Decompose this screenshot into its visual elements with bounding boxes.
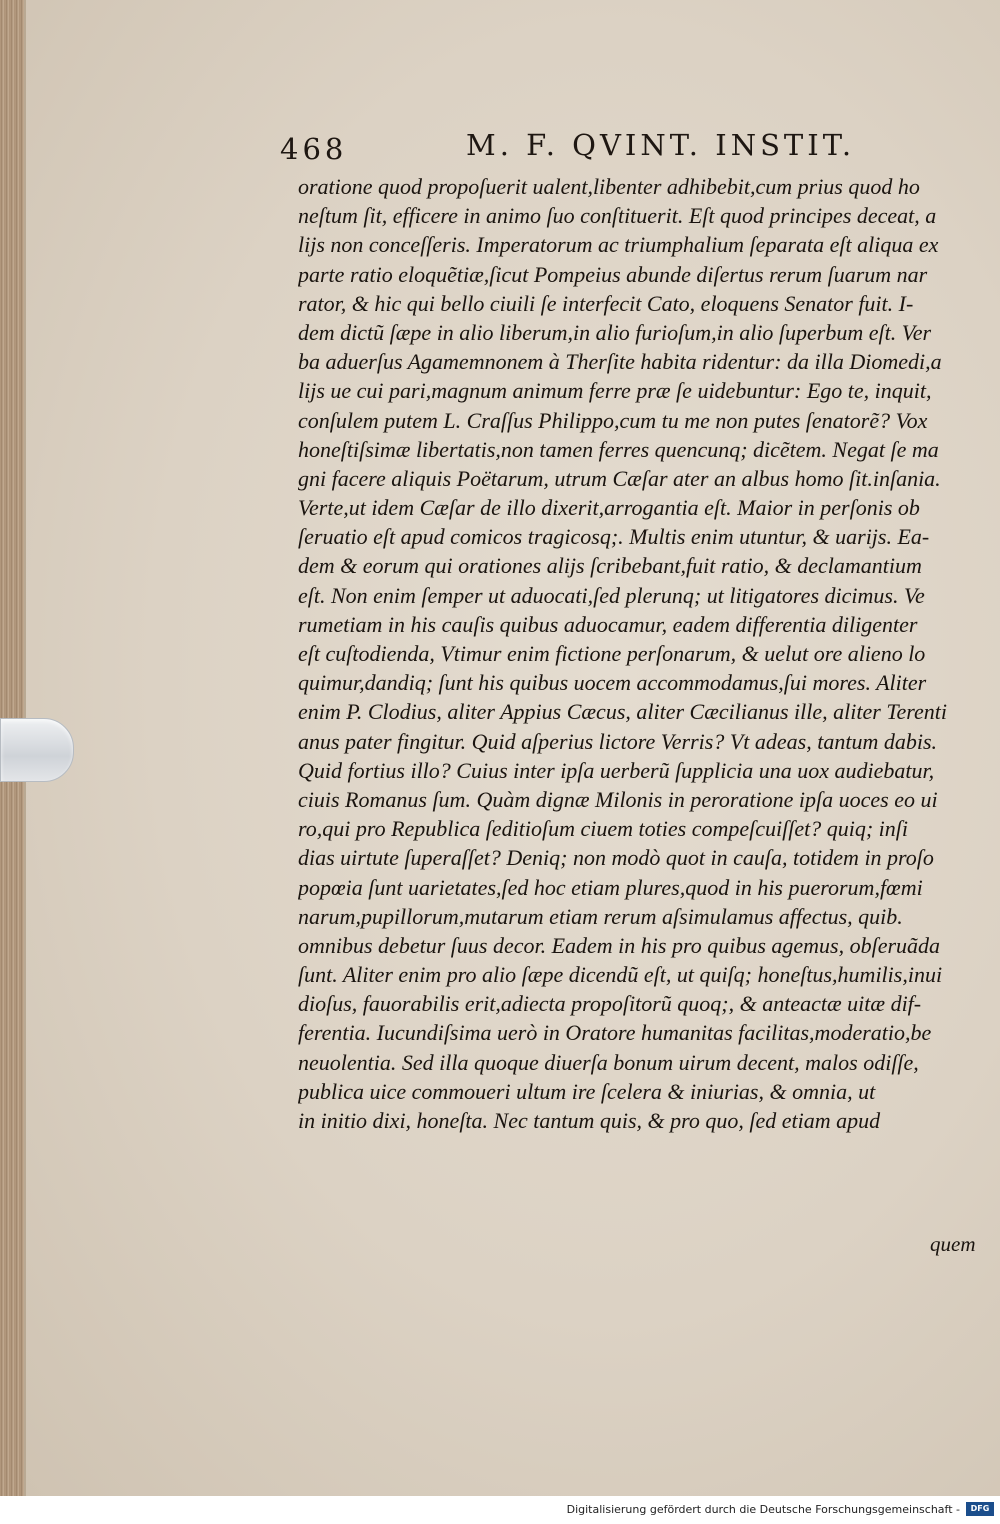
page-header [270, 128, 870, 168]
text-line: eſt cuſtodienda, Vtimur enim fictione perſonarum, & uelut ore alieno lo [298, 641, 926, 666]
page-clip [0, 718, 74, 782]
text-line: ba aduerſus Agamemnonem à Therſite habita ridentur: da illa Diomedi,a [298, 349, 942, 375]
text-line: dias uirtute ſuperaſſet? Deniq; non modò quot in cauſa, totidem in proſo [298, 845, 934, 871]
text-line: narum,pupillorum,mutarum etiam rerum aſsimulamus affectus, quib. [298, 903, 903, 929]
text-line: quimur,dandiq; ſunt his quibus uocem accommodamus,ſui mores. Aliter [298, 670, 927, 696]
text-line: in initio dixi, honeſta. Nec tantum quis, & pro quo, ſed etiam apud [298, 1108, 881, 1133]
catchword: quem [930, 1232, 976, 1256]
text-line: Verte,ut idem Cæſar de illo dixerit,arrogantia eſt. Maior in perſonis ob [298, 495, 920, 521]
text-line: ro,qui pro Republica ſeditioſum ciuem toties compeſcuiſſet? quiq; inſi [298, 816, 908, 842]
text-line: lijs ue cui pari,magnum animum ferre præ ſe uidebuntur: Ego te, inquit, [298, 378, 932, 404]
text-line: conſulem putem L. Craſſus Philippo,cum tu me non putes ſenatorẽ? Vox [298, 407, 928, 433]
text-line: gni facere aliquis Poëtarum, utrum Cæſar ater an albus homo ſit.inſania. [298, 465, 941, 491]
text-line: lijs non conceſſeris. Imperatorum ac triumphalium ſeparata eſt aliqua ex [298, 232, 939, 258]
text-line: neſtum ſit, efficere in animo ſuo conſtituerit. Eſt quod principes deceat, a [298, 203, 937, 229]
text-line: dem & eorum qui orationes alijs ſcribebant,fuit ratio, & declamantium [298, 553, 922, 579]
text-line: ciuis Romanus ſum. Quàm dignæ Milonis in peroratione ipſa uoces eo ui [298, 786, 938, 812]
text-line: honeſtiſsimæ libertatis,non tamen ferres quencunq; dicẽtem. Negat ſe ma [298, 436, 939, 462]
footer-bar [0, 1496, 1000, 1524]
text-line: Quid fortius illo? Cuius inter ipſa uerberũ ſupplicia una uox audiebatur, [298, 757, 935, 783]
text-line: popœia ſunt uarietates,ſed hoc etiam plures,quod in his puerorum,fœmi [298, 874, 923, 900]
body-text [298, 172, 988, 1135]
text-line: anus pater fingitur. Quid aſperius lictore Verris? Vt adeas, tantum dabis. [298, 728, 938, 754]
running-title: M. F. QVINT. INSTIT. [466, 128, 856, 162]
dfg-logo-icon: DFG [966, 1502, 994, 1516]
text-line: omnibus debetur ſuus decor. Eadem in his pro quibus agemus, obſeruãda [298, 932, 941, 958]
text-line: enim P. Clodius, aliter Appius Cæcus, aliter Cæcilianus ille, aliter Terenti [298, 699, 948, 725]
text-line: eſt. Non enim ſemper ut aduocati,ſed plerunq; ut litigatores dicimus. Ve [298, 582, 925, 608]
text-line: rator, & hic qui bello ciuili ſe interfecit Cato, eloquens Senator fuit. I- [298, 290, 914, 316]
page-number: 468 [280, 132, 348, 166]
text-line: ſunt. Aliter enim pro alio ſæpe dicendũ eſt, ut quiſq; honeſtus,humilis,inui [298, 962, 943, 988]
text-line: ſeruatio eſt apud comicos tragicosq;. Multis enim utuntur, & uarijs. Ea- [298, 524, 930, 550]
text-line: neuolentia. Sed illa quoque diuerſa bonum uirum decent, malos odiſſe, [298, 1049, 919, 1075]
text-line: parte ratio eloquẽtiæ,ſicut Pompeius abunde diſertus rerum ſuarum nar [298, 261, 928, 287]
text-line: publica uice commoueri ultum ire ſcelera & iniurias, & omnia, ut [298, 1078, 876, 1104]
text-line: dioſus, fauorabilis erit,adiecta propoſitorũ quoq;, & anteactæ uitæ dif- [298, 991, 922, 1017]
text-line: ferentia. Iucundiſsima uerò in Oratore humanitas facilitas,moderatio,be [298, 1020, 932, 1046]
text-line: dem dictũ ſæpe in alio liberum,in alio furioſum,in alio ſuperbum eſt. Ver [298, 319, 932, 345]
text-line: oratione quod propoſuerit ualent,libenter adhibebit,cum prius quod ho [298, 174, 920, 199]
funding-credit: Digitalisierung gefördert durch die Deutsche Forschungsgemeinschaft - [566, 1503, 960, 1516]
text-line: rumetiam in his cauſis quibus aduocamur, eadem differentia diligenter [298, 611, 918, 637]
